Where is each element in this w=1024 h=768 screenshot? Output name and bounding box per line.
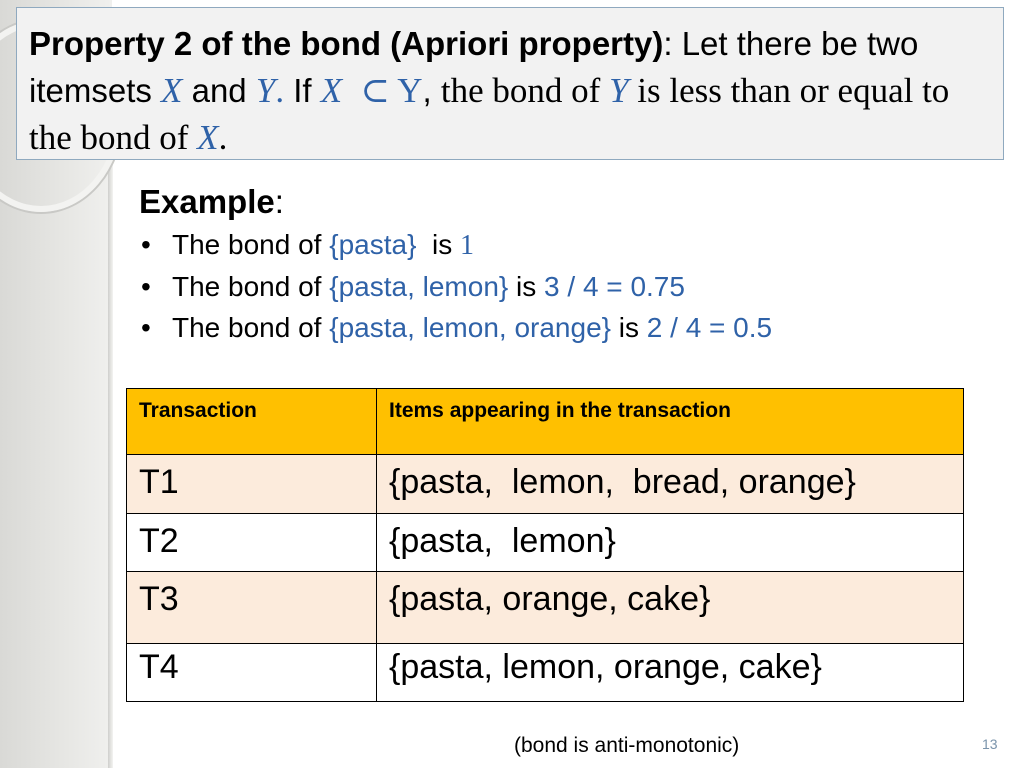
left-band-edge	[108, 150, 113, 768]
bullet-mid: is	[611, 312, 647, 343]
bullet-set: {pasta, lemon}	[329, 271, 509, 302]
bullet-value: 2 / 4 = 0.5	[646, 312, 773, 343]
example-colon: :	[274, 183, 284, 220]
example-section	[139, 180, 939, 348]
cell-items: {pasta, lemon, bread, orange}	[377, 455, 964, 514]
cell-items: {pasta, lemon}	[377, 514, 964, 572]
title-bold: Property 2 of the bond (Apriori property)	[29, 25, 664, 62]
page-number: 13	[982, 736, 998, 752]
bullet-item	[139, 224, 939, 266]
table-row	[127, 455, 964, 514]
period-1: .	[275, 71, 285, 110]
table-row	[127, 572, 964, 644]
title-colon: :	[663, 25, 673, 62]
cell-transaction-id: T1	[127, 455, 377, 514]
example-heading	[139, 180, 939, 224]
table-row	[127, 514, 964, 572]
var-x-2: X	[320, 71, 343, 110]
title-and: and	[182, 72, 256, 109]
bullet-set: {pasta}	[329, 229, 417, 260]
title-box	[16, 7, 1004, 160]
title-serif-1: the bond of	[440, 71, 610, 110]
footnote: (bond is anti-monotonic)	[514, 734, 740, 757]
transaction-table	[126, 388, 964, 702]
cell-items: {pasta, orange, cake}	[377, 572, 964, 644]
title-comma: ,	[422, 72, 441, 109]
bullet-item	[139, 307, 939, 348]
example-label: Example	[139, 183, 275, 220]
bullet-prefix: The bond of	[172, 312, 330, 343]
var-x: X	[161, 71, 183, 110]
cell-transaction-id: T4	[127, 644, 377, 702]
bullet-prefix: The bond of	[172, 271, 330, 302]
table-row	[127, 644, 964, 702]
bullet-mid: is	[508, 271, 545, 302]
table-header-row	[127, 389, 964, 455]
header-items: Items appearing in the transaction	[377, 389, 964, 455]
bullet-value: 3 / 4 = 0.75	[544, 271, 685, 302]
bullet-item	[139, 266, 939, 307]
title-if: If	[284, 72, 321, 109]
example-bullet-list	[139, 224, 939, 348]
period-2: .	[218, 118, 228, 157]
cell-transaction-id: T3	[127, 572, 377, 644]
bullet-mid: is	[416, 229, 460, 260]
bullet-value: 1	[460, 230, 474, 261]
header-transaction: Transaction	[127, 389, 377, 455]
cell-items: {pasta, lemon, orange, cake}	[377, 644, 964, 702]
bullet-prefix: The bond of	[172, 229, 330, 260]
cell-transaction-id: T2	[127, 514, 377, 572]
title-sans-text: Let there be two itemsets	[29, 25, 919, 109]
var-y-2: Y	[609, 71, 629, 110]
title-serif-2: is less than or equal to the bond of	[29, 71, 950, 157]
bullet-set: {pasta, lemon, orange}	[329, 312, 611, 343]
subset-expression: ⊂ Y	[360, 71, 423, 110]
var-y: Y	[255, 71, 276, 110]
var-x-3: X	[197, 118, 219, 157]
